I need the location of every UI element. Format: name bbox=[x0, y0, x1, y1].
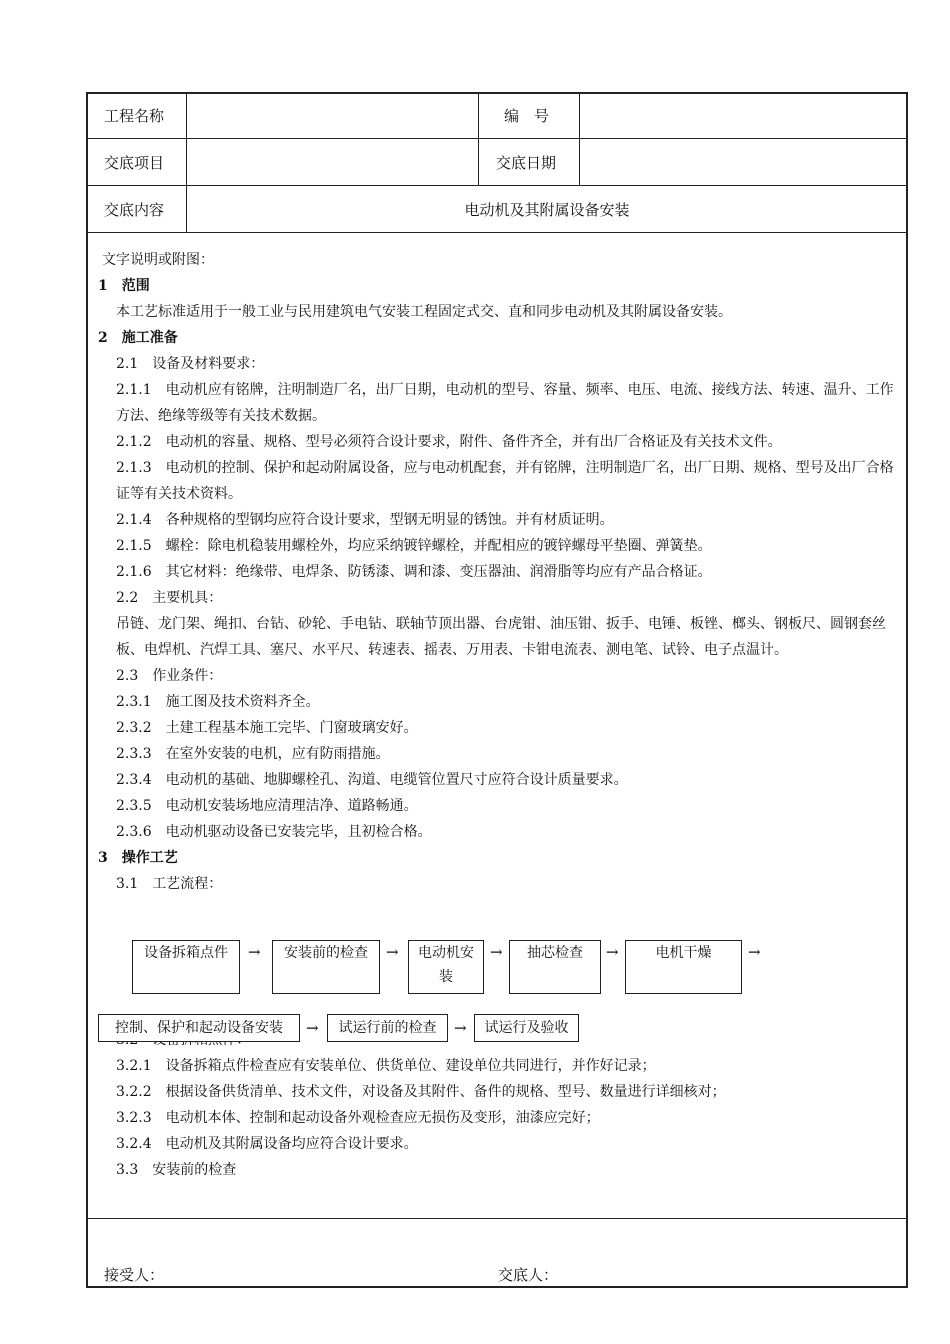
flow-step-precheck bbox=[272, 940, 380, 994]
flow-step-label: 安装前的检查 bbox=[284, 945, 368, 961]
content-label: 交底内容 bbox=[104, 201, 165, 219]
flow-step-unpack bbox=[132, 940, 240, 994]
body-text bbox=[98, 247, 898, 1183]
flow-step-dry bbox=[625, 940, 742, 994]
flow-arrow: → bbox=[306, 1019, 319, 1037]
section-2-3-3: 2.3.3 在室外安装的电机，应有防雨措施。 bbox=[116, 746, 390, 762]
flow-arrow: → bbox=[386, 943, 399, 961]
section-2-3-5: 2.3.5 电动机安装场地应清理洁净、道路畅通。 bbox=[116, 798, 418, 814]
flow-arrow: → bbox=[490, 943, 503, 961]
section-2-1-4: 2.1.4 各种规格的型钢均应符合设计要求，型钢无明显的锈蚀。并有材质证明。 bbox=[116, 512, 614, 528]
flow-step-label: 试运行及验收 bbox=[484, 1020, 569, 1036]
footer-divider bbox=[88, 1218, 906, 1219]
section-2-3-4: 2.3.4 电动机的基础、地脚螺栓孔、沟道、电缆管位置尺寸应符合设计质量要求。 bbox=[116, 772, 628, 788]
section-2-2: 2.2 主要机具： bbox=[116, 590, 223, 606]
disclosure-form bbox=[86, 92, 908, 1288]
flow-step-label: 设备拆箱点件 bbox=[144, 945, 228, 961]
date-label: 交底日期 bbox=[496, 154, 557, 172]
section-2-title: 2 施工准备 bbox=[98, 330, 178, 346]
section-2-1-3: 2.1.3 电动机的控制、保护和起动附属设备，应与电动机配套，并有铭牌，注明制造厂名，出厂日期、规格、型号及出厂合格证等有关技术资料。 bbox=[116, 460, 894, 502]
row-divider bbox=[88, 138, 906, 139]
row-divider bbox=[88, 232, 906, 233]
col-divider bbox=[579, 94, 580, 185]
receiver-label: 接受人： bbox=[104, 1266, 165, 1284]
flow-step-core-check bbox=[509, 940, 601, 994]
section-2-3: 2.3 作业条件： bbox=[116, 668, 223, 684]
flow-arrow: → bbox=[248, 943, 261, 961]
section-2-1-2: 2.1.2 电动机的容量、规格、型号必须符合设计要求，附件、备件齐全，并有出厂合格证及有关技术文件。 bbox=[116, 434, 782, 450]
flow-step-label: 试运行前的检查 bbox=[338, 1020, 437, 1036]
section-2-3-2: 2.3.2 土建工程基本施工完毕、门窗玻璃安好。 bbox=[116, 720, 418, 736]
flow-step-label: 抽芯检查 bbox=[527, 945, 583, 961]
section-3-title: 3 操作工艺 bbox=[98, 850, 178, 866]
content-title: 电动机及其附属设备安装 bbox=[464, 201, 630, 219]
intro-text: 文字说明或附图： bbox=[102, 252, 214, 268]
section-3-3: 3.3 安装前的检查 bbox=[116, 1162, 237, 1178]
section-2-3-1: 2.3.1 施工图及技术资料齐全。 bbox=[116, 694, 320, 710]
flow-arrow: → bbox=[606, 943, 619, 961]
section-1-title: 1 范围 bbox=[98, 278, 150, 294]
section-2-2-text: 吊链、龙门架、绳扣、台钻、砂轮、手电钻、联轴节顶出器、台虎钳、油压钳、扳手、电锤、板锉、榔头、钢板尺、圆钢套丝板、电焊机、汽焊工具、塞尺、水平尺、转速表、摇表、万用表、卡钳电流表、测电笔、试铃、电子点温计。 bbox=[116, 616, 886, 658]
section-3-2-1: 3.2.1 设备拆箱点件检查应有安装单位、供货单位、建设单位共同进行，并作好记录； bbox=[116, 1058, 656, 1074]
item-label: 交底项目 bbox=[104, 154, 165, 172]
flow-arrow: → bbox=[748, 943, 761, 961]
col-divider bbox=[478, 94, 479, 185]
flow-step-control-install bbox=[98, 1014, 300, 1042]
section-2-1-6: 2.1.6 其它材料：绝缘带、电焊条、防锈漆、调和漆、变压器油、润滑脂等均应有产品合格证。 bbox=[116, 564, 712, 580]
flow-step-pretest-check bbox=[327, 1014, 448, 1042]
flow-step-install bbox=[408, 940, 484, 994]
presenter-label: 交底人： bbox=[498, 1266, 559, 1284]
project-name-label: 工程名称 bbox=[104, 107, 165, 125]
section-2-1-5: 2.1.5 螺栓：除电机稳装用螺栓外，均应采纳镀锌螺栓，并配相应的镀锌螺母平垫圈、弹簧垫。 bbox=[116, 538, 712, 554]
section-3-2-4: 3.2.4 电动机及其附属设备均应符合设计要求。 bbox=[116, 1136, 418, 1152]
section-2-3-6: 2.3.6 电动机驱动设备已安装完毕，且初检合格。 bbox=[116, 824, 432, 840]
section-3-2-3: 3.2.3 电动机本体、控制和起动设备外观检查应无损伤及变形，油漆应完好； bbox=[116, 1110, 600, 1126]
row-divider bbox=[88, 185, 906, 186]
flow-step-label: 电动机安装 bbox=[418, 945, 474, 985]
flow-step-label: 控制、保护和起动设备安装 bbox=[115, 1020, 283, 1036]
flow-arrow: → bbox=[454, 1019, 467, 1037]
flow-step-trial-run bbox=[474, 1014, 579, 1042]
section-3-1: 3.1 工艺流程： bbox=[116, 876, 223, 892]
section-3-2-2: 3.2.2 根据设备供货清单、技术文件，对设备及其附件、备件的规格、型号、数量进行详细核对； bbox=[116, 1084, 726, 1100]
number-label: 编 号 bbox=[504, 107, 550, 125]
section-2-1: 2.1 设备及材料要求： bbox=[116, 356, 265, 372]
section-1-text: 本工艺标准适用于一般工业与民用建筑电气安装工程固定式交、直和同步电动机及其附属设备安装。 bbox=[116, 304, 732, 320]
flow-step-label: 电机干燥 bbox=[655, 945, 712, 961]
section-2-1-1: 2.1.1 电动机应有铭牌，注明制造厂名，出厂日期，电动机的型号、容量、频率、电压、电流、接线方法、转速、温升、工作方法、绝缘等级等有关技术数据。 bbox=[116, 382, 894, 424]
